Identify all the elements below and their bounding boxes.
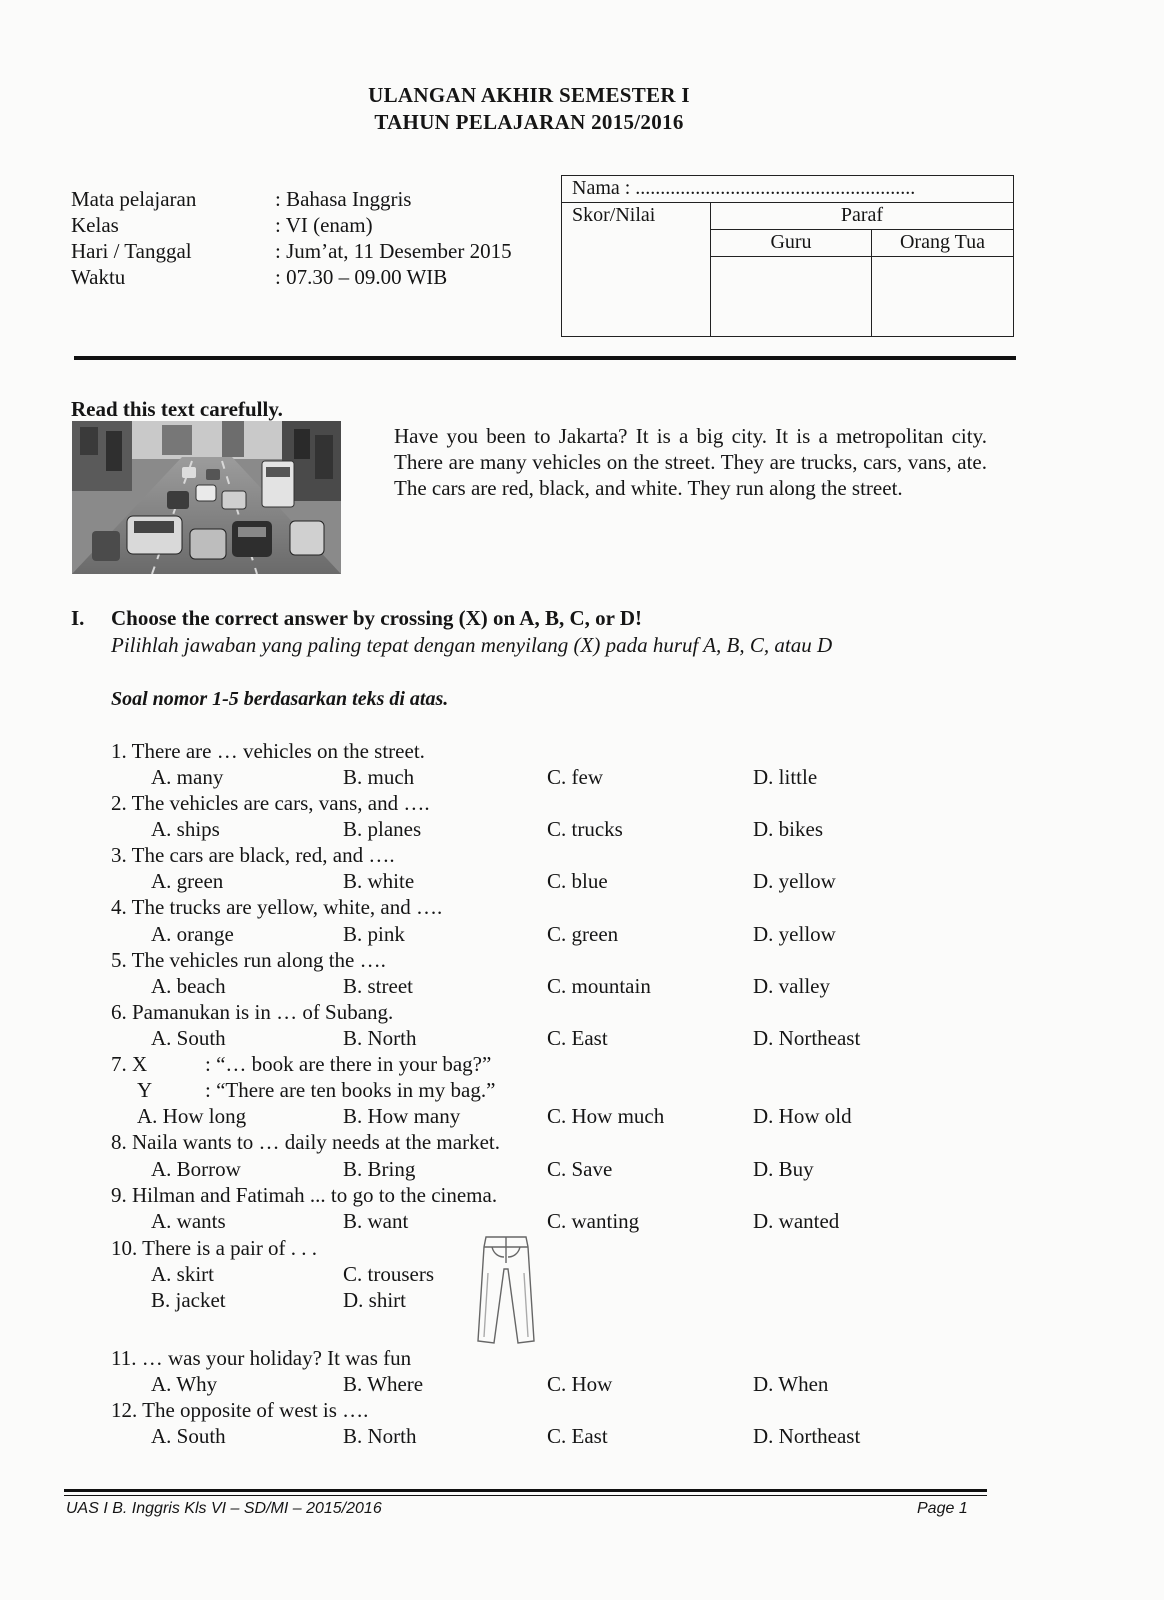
question-12-option-d[interactable]: D. Northeast <box>753 1424 861 1448</box>
question-9-option-d[interactable]: D. wanted <box>753 1209 840 1233</box>
reading-passage: Have you been to Jakarta? It is a big city. It is a metropolitan city. There are many vehicles on the street. They are trucks, cars, vans, ate. The cars are red, black, and white. They run along the street. <box>394 424 987 500</box>
question-6-option-b[interactable]: B. North <box>343 1026 417 1050</box>
name-field[interactable]: Nama : ........................................................ <box>562 176 1014 203</box>
question-12-option-a[interactable]: A. South <box>151 1424 226 1448</box>
question-12-option-c[interactable]: C. East <box>547 1424 608 1448</box>
header-divider <box>74 356 1016 360</box>
question-11-option-d[interactable]: D. When <box>753 1372 829 1396</box>
guru-label: Guru <box>711 230 872 257</box>
question-11-option-a[interactable]: A. Why <box>151 1372 218 1396</box>
question-7-option-c[interactable]: C. How much <box>547 1104 665 1128</box>
question-11-stem: 11. … was your holiday? It was fun <box>111 1346 412 1370</box>
question-1-option-c[interactable]: C. few <box>547 765 603 789</box>
question-5-option-a[interactable]: A. beach <box>151 974 226 998</box>
question-8-stem: 8. Naila wants to … daily needs at the market. <box>111 1130 500 1154</box>
class-label: Kelas <box>71 213 119 237</box>
orang-tua-signature-box[interactable] <box>872 257 1014 337</box>
question-11-option-b[interactable]: B. Where <box>343 1372 424 1396</box>
question-10-stem: 10. There is a pair of . . . <box>111 1236 318 1260</box>
question-9-option-c[interactable]: C. wanting <box>547 1209 640 1233</box>
question-9-stem: 9. Hilman and Fatimah ... to go to the cinema. <box>111 1183 498 1207</box>
question-3-option-b[interactable]: B. white <box>343 869 415 893</box>
question-7-stem: 7. X <box>111 1052 148 1076</box>
exam-title: ULANGAN AKHIR SEMESTER I <box>368 83 690 107</box>
question-5-option-b[interactable]: B. street <box>343 974 413 998</box>
footer-course-info: UAS I B. Inggris Kls VI – SD/MI – 2015/2016 <box>66 1500 382 1517</box>
question-9-option-a[interactable]: A. wants <box>151 1209 226 1233</box>
time-value: : 07.30 – 09.00 WIB <box>275 265 448 289</box>
question-1-option-d[interactable]: D. little <box>753 765 818 789</box>
question-10-option-a[interactable]: A. skirt <box>151 1262 214 1286</box>
question-4-option-a[interactable]: A. orange <box>151 922 234 946</box>
question-7-dialog-x: : “… book are there in your bag?” <box>205 1052 492 1076</box>
question-7-option-b[interactable]: B. How many <box>343 1104 461 1128</box>
question-7-option-a[interactable]: A. How long <box>137 1104 247 1128</box>
question-4-option-d[interactable]: D. yellow <box>753 922 836 946</box>
trousers-icon <box>472 1233 540 1346</box>
footer-divider-thin <box>64 1495 987 1496</box>
section-title: Choose the correct answer by crossing (X) on A, B, C, or D! <box>111 606 642 630</box>
question-5-option-d[interactable]: D. valley <box>753 974 830 998</box>
question-12-option-b[interactable]: B. North <box>343 1424 417 1448</box>
question-3-option-a[interactable]: A. green <box>151 869 224 893</box>
section-note: Soal nomor 1-5 berdasarkan teks di atas. <box>111 688 449 710</box>
question-6-option-d[interactable]: D. Northeast <box>753 1026 861 1050</box>
section-subtitle: Pilihlah jawaban yang paling tepat dengan menyilang (X) pada huruf A, B, C, atau D <box>111 633 833 657</box>
question-8-option-c[interactable]: C. Save <box>547 1157 613 1181</box>
question-1-option-a[interactable]: A. many <box>151 765 224 789</box>
question-4-stem: 4. The trucks are yellow, white, and …. <box>111 895 443 919</box>
question-3-stem: 3. The cars are black, red, and …. <box>111 843 395 867</box>
question-4-option-c[interactable]: C. green <box>547 922 619 946</box>
question-2-option-c[interactable]: C. trucks <box>547 817 623 841</box>
question-2-option-d[interactable]: D. bikes <box>753 817 823 841</box>
question-6-option-c[interactable]: C. East <box>547 1026 608 1050</box>
subject-label: Mata pelajaran <box>71 187 197 211</box>
reading-title: Read this text carefully. <box>71 397 283 421</box>
question-6-stem: 6. Pamanukan is in … of Subang. <box>111 1000 394 1024</box>
footer-divider-thick <box>64 1489 987 1492</box>
time-label: Waktu <box>71 265 126 289</box>
question-9-option-b[interactable]: B. want <box>343 1209 409 1233</box>
question-5-option-c[interactable]: C. mountain <box>547 974 651 998</box>
date-label: Hari / Tanggal <box>71 239 192 263</box>
score-label: Skor/Nilai <box>562 203 711 337</box>
question-6-option-a[interactable]: A. South <box>151 1026 226 1050</box>
question-3-option-c[interactable]: C. blue <box>547 869 608 893</box>
orang-tua-label: Orang Tua <box>872 230 1014 257</box>
paraf-label: Paraf <box>711 203 1014 230</box>
question-10-option-d[interactable]: D. shirt <box>343 1288 406 1312</box>
subject-value: : Bahasa Inggris <box>275 187 412 211</box>
question-2-option-a[interactable]: A. ships <box>151 817 220 841</box>
question-11-option-c[interactable]: C. How <box>547 1372 613 1396</box>
section-number: I. <box>71 606 85 630</box>
question-8-option-b[interactable]: B. Bring <box>343 1157 416 1181</box>
class-value: : VI (enam) <box>275 213 373 237</box>
question-7-dialog-y: : “There are ten books in my bag.” <box>205 1078 496 1102</box>
question-1-stem: 1. There are … vehicles on the street. <box>111 739 425 763</box>
question-2-stem: 2. The vehicles are cars, vans, and …. <box>111 791 430 815</box>
question-7-speaker-y: Y <box>137 1078 153 1102</box>
footer-page-number: Page 1 <box>917 1500 968 1517</box>
question-10-option-b[interactable]: B. jacket <box>151 1288 226 1312</box>
date-value: : Jum’at, 11 Desember 2015 <box>275 239 512 263</box>
school-year-title: TAHUN PELAJARAN 2015/2016 <box>374 110 684 134</box>
question-4-option-b[interactable]: B. pink <box>343 922 405 946</box>
guru-signature-box[interactable] <box>711 257 872 337</box>
question-7-option-d[interactable]: D. How old <box>753 1104 852 1128</box>
question-1-option-b[interactable]: B. much <box>343 765 415 789</box>
question-12-stem: 12. The opposite of west is …. <box>111 1398 369 1422</box>
question-10-option-c[interactable]: C. trousers <box>343 1262 434 1286</box>
question-8-option-d[interactable]: D. Buy <box>753 1157 814 1181</box>
street-traffic-photo <box>72 421 341 574</box>
question-5-stem: 5. The vehicles run along the …. <box>111 948 386 972</box>
question-8-option-a[interactable]: A. Borrow <box>151 1157 241 1181</box>
question-2-option-b[interactable]: B. planes <box>343 817 422 841</box>
score-table <box>561 175 1014 337</box>
question-3-option-d[interactable]: D. yellow <box>753 869 836 893</box>
